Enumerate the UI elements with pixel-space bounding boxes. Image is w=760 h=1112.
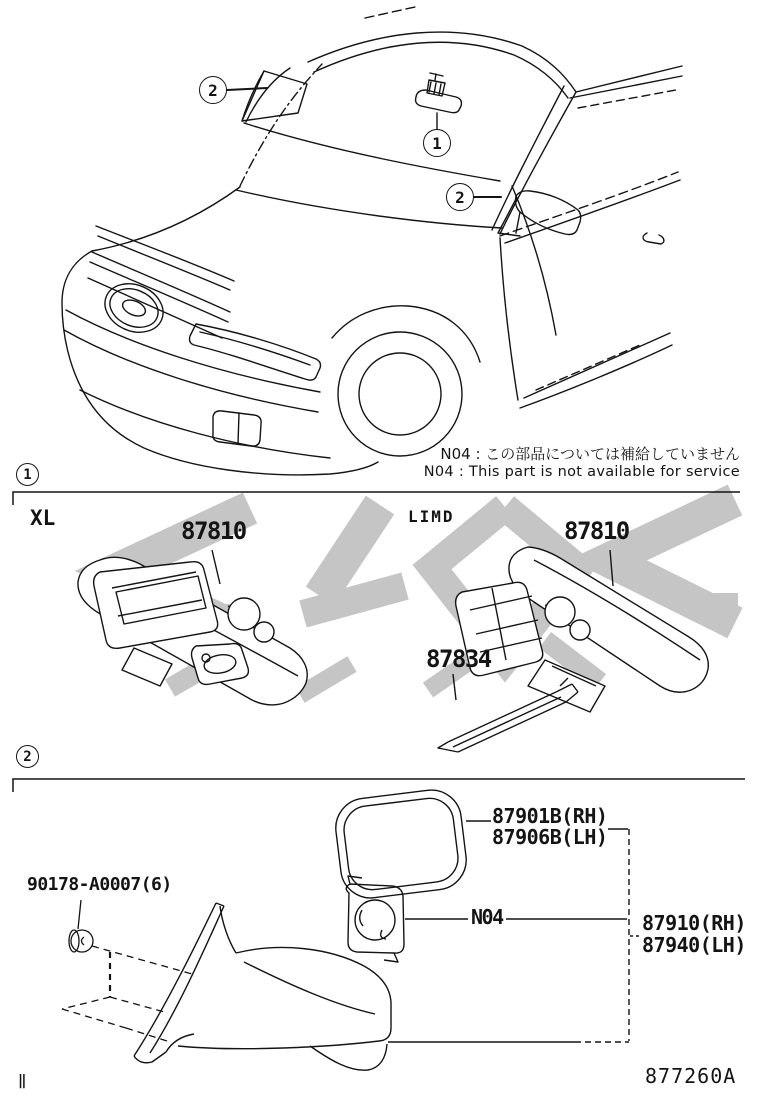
part-leader-lines [388, 821, 641, 1042]
part-label-n04: N04 [471, 905, 503, 929]
callout-2-number: 2 [208, 80, 218, 100]
callout-1-badge [423, 129, 451, 157]
vehicle-drawing [62, 7, 682, 475]
part-number-nut: 90178-A0007(6) [27, 874, 172, 895]
section1-marker-number: 1 [23, 466, 32, 483]
part-number-glass-rh: 87901B(RH) [492, 804, 608, 828]
page-mark: ‖ [18, 1073, 27, 1089]
part-number-mirror-lh: 87940(LH) [642, 933, 746, 957]
part-number-glass-lh: 87906B(LH) [492, 825, 608, 849]
section1-marker [16, 463, 39, 486]
callout-1-number: 1 [432, 133, 442, 153]
part-number-87810-limd: 87810 [564, 517, 629, 545]
inner-mirror-limd-drawing [456, 547, 709, 712]
section2-marker [16, 745, 39, 768]
assembly-guide-dashes [62, 946, 192, 1042]
part-number-87810-xl: 87810 [181, 517, 246, 545]
note-jp: N04 : この部品については補給していません [440, 445, 740, 463]
note-en: N04 : This part is not available for service [423, 464, 740, 480]
variant-label-xl: XL [30, 506, 56, 530]
section2-marker-number: 2 [23, 748, 32, 765]
outer-mirror-housing-drawing [134, 903, 391, 1070]
drawing-code: 877260A [645, 1064, 737, 1088]
mounting-nut-drawing [69, 900, 93, 952]
part-number-87834: 87834 [426, 645, 491, 673]
part-number-mirror-rh: 87910(RH) [642, 911, 746, 935]
variant-label-limd: LIMD [408, 507, 455, 526]
callout-2-windshield-badge [199, 76, 227, 104]
callout-2-door-mirror-badge [446, 183, 474, 211]
callout-2-number: 2 [455, 187, 465, 207]
